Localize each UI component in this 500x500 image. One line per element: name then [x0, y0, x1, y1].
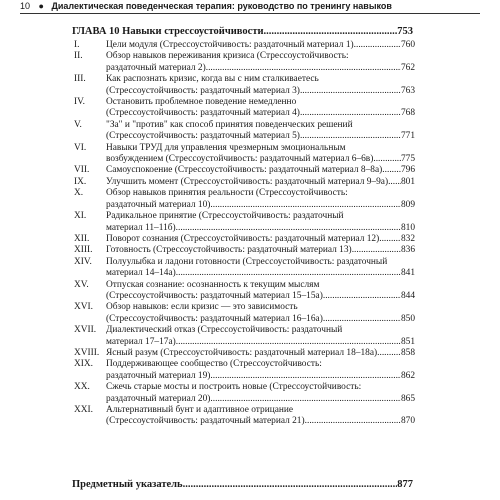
toc-entry-page: 850 [400, 313, 415, 324]
toc-entry-numeral: III. [74, 74, 86, 85]
toc-entry-page: 763 [400, 85, 415, 96]
toc-entry-line [106, 63, 415, 74]
chapter-title: ГЛАВА 10 Навыки стрессоустойчивости [72, 26, 264, 37]
toc-entry-leader [352, 245, 401, 256]
toc-entry-leader [176, 223, 401, 234]
toc-entry [74, 51, 415, 74]
toc-entry-line [106, 154, 415, 165]
toc-entry-line [106, 108, 415, 119]
toc-entry-text: Отпуская сознание: осознанность к текущим мыслям [106, 279, 320, 290]
toc-entry [74, 165, 415, 176]
toc-entry-line [106, 165, 415, 176]
header-rule [20, 13, 480, 14]
toc-entry-body [106, 177, 415, 188]
toc-entry-text: (Стрессоустойчивость: раздаточный материал 21) [106, 416, 305, 427]
toc-entry-numeral: VI. [74, 142, 87, 153]
toc-entry-text: возбуждением (Стрессоустойчивость: раздаточный материал 6–6в) [106, 154, 374, 165]
toc-entry-body [106, 211, 415, 234]
toc-entry-page: 858 [400, 347, 415, 358]
toc-entry-body [106, 257, 415, 280]
toc-entry-body [106, 245, 415, 256]
toc-entry-numeral: XII. [74, 233, 90, 244]
toc-entry-line [106, 120, 415, 131]
toc-entry-numeral: XIV. [74, 256, 92, 267]
toc-entry-numeral: XVI. [74, 302, 94, 313]
toc-entry-line [106, 302, 415, 313]
toc-entry-text: Цели модуля (Стрессоустойчивость: раздаточный материал 1) [106, 40, 354, 50]
toc-entry-text: (Стрессоустойчивость: раздаточный материал 4) [106, 108, 300, 119]
toc-entry-line [106, 234, 415, 245]
toc-entry-text: материал 11–11б) [106, 222, 176, 233]
toc-entry-text: Сжечь старые мосты и построить новые (Стрессоустойчивость: [106, 382, 362, 393]
chapter-page: 753 [397, 26, 413, 37]
toc-entry-line [106, 394, 415, 405]
toc-entry-page: 870 [400, 416, 415, 427]
toc-entry-page: 844 [400, 290, 415, 301]
toc-entry-page: 810 [400, 222, 415, 233]
toc-entry-leader [382, 165, 401, 176]
toc-entry-line [106, 86, 415, 97]
toc-entry-leader [388, 177, 401, 188]
toc-entry-line [106, 280, 415, 291]
toc-entry-text: Диалектический отказ (Стрессоустойчивость: раздаточный [106, 325, 343, 336]
index-leader [183, 479, 398, 490]
toc-entry-page: 865 [400, 393, 415, 404]
toc-entry [74, 143, 415, 166]
toc-entry-numeral: IX. [74, 176, 87, 187]
toc-entry-leader [176, 337, 401, 348]
toc-entry-body [106, 74, 415, 97]
toc-entry [74, 40, 415, 51]
toc-entry-leader [323, 291, 401, 302]
toc-entry-body [106, 382, 415, 405]
toc-entry-body [106, 348, 415, 359]
toc-entry-numeral: IV. [74, 97, 86, 108]
toc-entry-text: Как распознать кризис, когда вы с ним сталкиваетесь [106, 74, 319, 85]
running-header [20, 0, 392, 13]
toc-entry-page: 862 [400, 370, 415, 381]
toc-entry-line [106, 405, 415, 416]
toc-entry [74, 234, 415, 245]
toc-entry-text: Остановить проблемное поведение немедленно [106, 97, 297, 108]
toc-entry [74, 359, 415, 382]
toc-entry-line [106, 337, 415, 348]
toc-entry-page: 809 [400, 199, 415, 210]
toc-entry-page: 841 [400, 268, 415, 279]
toc-entry-numeral: XVII. [74, 325, 97, 336]
toc-entry [74, 325, 415, 348]
index-heading [72, 479, 413, 490]
toc-entry-numeral: XI. [74, 211, 87, 222]
toc-entry-line [106, 416, 415, 427]
toc-entry-line [106, 200, 415, 211]
toc-entry-leader [373, 154, 401, 165]
toc-entry-body [106, 40, 415, 51]
toc-entry-line [106, 359, 415, 370]
toc-entry [74, 120, 415, 143]
toc-entry-text: материал 17–17а) [106, 336, 176, 347]
header-page-number: 10 [20, 1, 31, 11]
toc-entry-text: раздаточный материал 19) [106, 370, 211, 381]
toc-entry [74, 257, 415, 280]
toc-entry [74, 177, 415, 188]
toc-entry-body [106, 359, 415, 382]
toc-entry-text: (Стрессоустойчивость: раздаточный материал 3) [106, 85, 300, 96]
toc-entry-text: (Стрессоустойчивость: раздаточный материал 16–16а) [106, 313, 323, 324]
toc-entry-page: 851 [400, 336, 415, 347]
toc-entry-leader [377, 348, 401, 359]
chapter-heading [72, 26, 413, 37]
toc-entry-body [106, 97, 415, 120]
toc-entry-line [106, 211, 415, 222]
toc-entry-page: 836 [400, 245, 415, 256]
toc-entry-line [106, 371, 415, 382]
toc-entry-body [106, 120, 415, 143]
index-page: 877 [397, 479, 413, 490]
toc-entry-text: раздаточный материал 20) [106, 393, 211, 404]
toc-entry-text: Готовность (Стрессоустойчивость: раздаточный материал 13) [106, 245, 352, 256]
toc-entry-body [106, 280, 415, 303]
toc-entry [74, 405, 415, 428]
toc-entry-text: Навыки ТРУД для управления чрезмерным эмоциональным [106, 142, 346, 153]
toc-entry-line [106, 74, 415, 85]
toc-entry-leader [210, 200, 401, 211]
toc-entry-leader [300, 86, 401, 97]
toc-entry-page: 768 [400, 108, 415, 119]
index-title: Предметный указатель [72, 479, 183, 490]
toc-entry-page: 760 [400, 40, 415, 50]
toc-entry-text: Радикальное принятие (Стрессоустойчивость: раздаточный [106, 211, 344, 222]
toc-entry-text: Обзор навыков переживания кризиса (Стрессоустойчивость: [106, 51, 349, 62]
toc-entry-leader [305, 416, 401, 427]
toc-entry [74, 74, 415, 97]
toc-entry-leader [210, 371, 401, 382]
toc-entry [74, 348, 415, 359]
toc-entry-numeral: XX. [74, 382, 90, 393]
toc-entry-leader [176, 268, 401, 279]
toc-entry-text: Полуулыбка и ладони готовности (Стрессоустойчивость: раздаточный [106, 256, 388, 267]
toc-entry-text: (Стрессоустойчивость: раздаточный материал 15–15а) [106, 290, 323, 301]
toc-entry-line [106, 268, 415, 279]
toc-entry-text: Ясный разум (Стрессоустойчивость: раздаточный материал 18–18а) [106, 347, 378, 358]
toc-entry-text: (Стрессоустойчивость: раздаточный материал 5) [106, 131, 300, 142]
header-book-title: Диалектическая поведенческая терапия: руководство по тренингу навыков [51, 1, 392, 11]
toc-entry-page: 796 [400, 165, 415, 176]
toc-entry-text: Альтернативный бунт и адаптивное отрицание [106, 405, 294, 415]
toc-entry-body [106, 234, 415, 245]
toc-entry-line [106, 51, 415, 62]
toc-entry-body [106, 51, 415, 74]
toc-entry-page: 801 [400, 176, 415, 187]
toc-entry-page: 775 [400, 154, 415, 165]
toc-entry-page: 832 [400, 233, 415, 244]
toc-entry-line [106, 245, 415, 256]
toc-entry [74, 280, 415, 303]
toc-entry-line [106, 143, 415, 154]
toc-entry-line [106, 131, 415, 142]
toc-entry-leader [206, 63, 401, 74]
toc-entry-text: Поворот сознания (Стрессоустойчивость: раздаточный материал 12) [106, 233, 380, 244]
toc-entry-body [106, 143, 415, 166]
toc-entry-text: Самоуспокоение (Стрессоустойчивость: раздаточный материал 8–8а) [106, 165, 383, 176]
toc-entry-numeral: II. [74, 51, 83, 62]
toc-entry-leader [354, 40, 401, 51]
toc-entry-numeral: XIII. [74, 245, 93, 256]
toc-entries [74, 40, 415, 428]
toc-entry-line [106, 223, 415, 234]
toc-entry-numeral: X. [74, 188, 84, 199]
toc-entry-body [106, 405, 415, 428]
toc-entry-numeral: XV. [74, 279, 89, 290]
toc-entry-numeral: VII. [74, 165, 90, 176]
toc-entry-text: "За" и "против" как способ принятия поведенческих решений [106, 119, 353, 130]
toc-entry [74, 211, 415, 234]
toc-entry-numeral: V. [74, 119, 82, 130]
toc-entry-line [106, 291, 415, 302]
toc-entry-numeral: XIX. [74, 359, 94, 370]
toc-entry-text: материал 14–14а) [106, 268, 176, 279]
toc-entry-numeral: XVIII. [74, 347, 100, 358]
toc-entry [74, 382, 415, 405]
toc-entry-text: Поддерживающее сообщество (Стрессоустойчивость: [106, 359, 322, 370]
toc-entry [74, 97, 415, 120]
toc-entry-line [106, 325, 415, 336]
toc-entry-numeral: I. [74, 40, 80, 50]
toc-entry-text: Обзор навыков принятия реальности (Стрессоустойчивость: [106, 188, 348, 199]
toc-entry [74, 245, 415, 256]
toc-entry-line [106, 348, 415, 359]
toc-entry-line [106, 177, 415, 188]
toc-entry-numeral: XXI. [74, 405, 94, 415]
toc-entry-line [106, 188, 415, 199]
toc-entry-line [106, 257, 415, 268]
toc-entry [74, 302, 415, 325]
toc-entry-leader [300, 131, 401, 142]
toc-entry-text: Обзор навыков: если кризис — это зависимость [106, 302, 298, 313]
toc-entry-text: Улучшить момент (Стрессоустойчивость: раздаточный материал 9–9а) [106, 176, 389, 187]
toc-entry-leader [323, 314, 401, 325]
toc-entry-leader [210, 394, 401, 405]
toc-entry-line [106, 314, 415, 325]
toc-entry-body [106, 302, 415, 325]
toc-entry-text: раздаточный материал 2) [106, 62, 206, 73]
toc-entry-page: 762 [400, 62, 415, 73]
toc-entry [74, 188, 415, 211]
toc-entry-text: раздаточный материал 10) [106, 199, 211, 210]
header-bullet: ● [38, 1, 44, 11]
toc-entry-page: 771 [400, 131, 415, 142]
chapter-leader [264, 26, 398, 37]
toc-entry-line [106, 97, 415, 108]
toc-entry-body [106, 325, 415, 348]
toc-entry-body [106, 188, 415, 211]
toc-entry-leader [300, 108, 401, 119]
toc-entry-body [106, 165, 415, 176]
toc-entry-line [106, 40, 415, 51]
toc-entry-leader [379, 234, 401, 245]
toc-entry-line [106, 382, 415, 393]
